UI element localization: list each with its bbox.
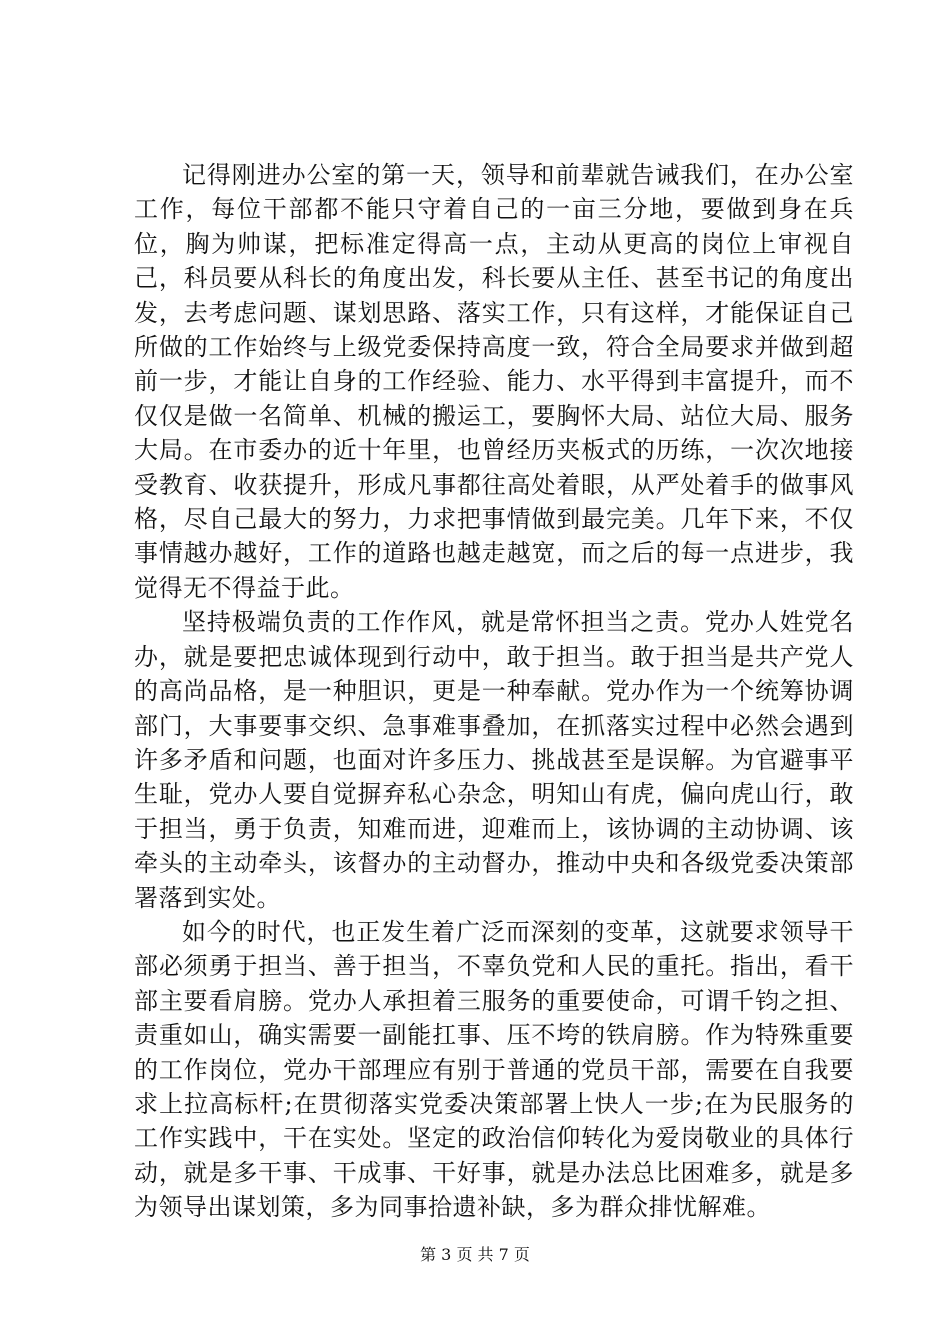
paragraph-2: 坚持极端负责的工作作风，就是常怀担当之责。党办人姓党名办，就是要把忠诚体现到行动中，敢于担当。敢于担当是共产党人的高尚品格，是一种胆识，更是一种奉献。党办作为一个统筹协调部门，大事要事交织、急事难事叠加，在抓落实过程中必然会遇到许多矛盾和问题，也面对许多压力、挑战甚至是误解。为官避事平生耻，党办人要自觉摒弃私心杂念，明知山有虎，偏向虎山行，敢于担当，勇于负责，知难而进，迎难而上，该协调的主动协调、该牵头的主动牵头，该督办的主动督办，推动中央和各级党委决策部署落到实处。 [134, 608, 854, 912]
paragraph-3: 如今的时代，也正发生着广泛而深刻的变革，这就要求领导干部必须勇于担当、善于担当，不辜负党和人民的重托。指出，看干部主要看肩膀。党办人承担着三服务的重要使命，可谓千钧之担、责重如山，确实需要一副能扛事、压不垮的铁肩膀。作为特殊重要的工作岗位，党办干部理应有别于普通的党员干部，需要在自我要求上拉高标杆;在贯彻落实党委决策部署上快人一步;在为民服务的工作实践中，干在实处。坚定的政治信仰转化为爱岗敬业的具体行动，就是多干事、干成事、干好事，就是办法总比困难多，就是多为领导出谋划策，多为同事拾遗补缺，多为群众排忧解难。 [134, 917, 854, 1222]
document-body [134, 158, 854, 1225]
paragraph-1: 记得刚进办公室的第一天，领导和前辈就告诫我们，在办公室工作，每位干部都不能只守着自己的一亩三分地，要做到身在兵位，胸为帅谋，把标准定得高一点，主动从更高的岗位上审视自己，科员要从科长的角度出发，科长要从主任、甚至书记的角度出发，去考虑问题、谋划思路、落实工作，只有这样，才能保证自己所做的工作始终与上级党委保持高度一致，符合全局要求并做到超前一步，才能让自身的工作经验、能力、水平得到丰富提升，而不仅仅是做一名简单、机械的搬运工，要胸怀大局、站位大局、服务大局。在市委办的近十年里，也曾经历夹板式的历练，一次次地接受教育、收获提升，形成凡事都往高处着眼，从严处着手的做事风格，尽自己最大的努力，力求把事情做到最完美。几年下来，不仅事情越办越好，工作的道路也越走越宽，而之后的每一点进步，我觉得无不得益于此。 [134, 161, 854, 602]
page-footer: 第 3 页 共 7 页 [420, 1245, 530, 1264]
